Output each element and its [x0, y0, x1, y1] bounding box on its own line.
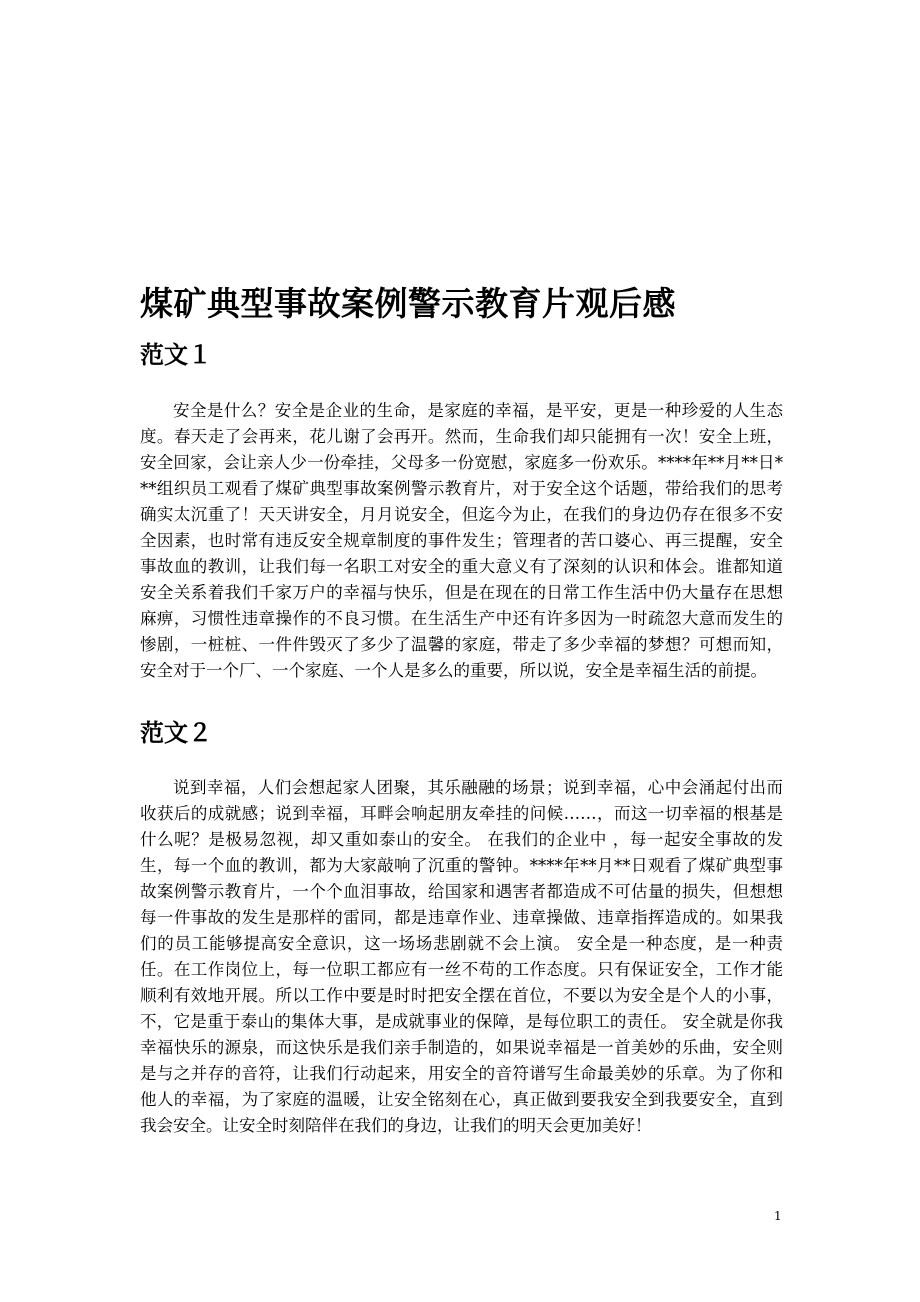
page-number: 1: [774, 1209, 782, 1223]
section-body-1: 安全是什么？安全是企业的生命，是家庭的幸福，是平安，更是一种珍爱的人生态度。春天走了会再来，花儿谢了会再开。然而，生命我们却只能拥有一次！安全上班，安全回家，会让亲人少一份牵挂，父母多一份宽慰，家庭多一份欢乐。****年**月**日***组织员工观看了煤矿典型事故案例警示教育片，对于安全这个话题，带给我们的思考确实太沉重了！天天讲安全，月月说安全，但迄今为止，在我们的身边仍存在很多不安全因素，也时常有违反安全规章制度的事件发生；管理者的苦口婆心、再三提醒，安全事故血的教训，让我们每一名职工对安全的重大意义有了深刻的认识和体会。谁都知道安全关系着我们千家万户的幸福与快乐，但是在现在的日常工作生活中仍大量存在思想麻痹，习惯性违章操作的不良习惯。在生活生产中还有许多因为一时疏忽大意而发生的惨剧，一桩桩、一件件毁灭了多少了温馨的家庭，带走了多少幸福的梦想？可想而知，安全对于一个厂、一个家庭、一个人是多么的重要，所以说，安全是幸福生活的前提。: [140, 401, 784, 680]
section-heading-2: 范文２: [140, 718, 212, 747]
document-title: 煤矿典型事故案例警示教育片观后感: [140, 284, 676, 323]
section-body-2: 说到幸福，人们会想起家人团聚，其乐融融的场景；说到幸福，心中会涌起付出而收获后的成就感；说到幸福，耳畔会响起朋友牵挂的问候……，而这一切幸福的根基是什么呢？是极易忽视，却又重如泰山的安全。 在我们的企业中 ，每一起安全事故的发生，每一个血的教训，都为大家敲响了沉重的警钟。****年**月**日观看了煤矿典型事故案例警示教育片，一个个血泪事故，给国家和遇害者都造成不可估量的损失，但想想每一件事故的发生是那样的雷同，都是违章作业、违章操做、违章指挥造成的。如果我们的员工能够提高安全意识，这一场场悲剧就不会上演。 安全是一种态度，是一种责任。在工作岗位上，每一位职工都应有一丝不苟的工作态度。只有保证安全，工作才能顺利有效地开展。所以工作中要是时时把安全摆在首位，不要以为安全是个人的小事，不，它是重于泰山的集体大事，是成就事业的保障，是每位职工的责任。 安全就是你我幸福快乐的源泉，而这快乐是我们亲手制造的，如果说幸福是一首美妙的乐曲，安全则是与之并存的音符，让我们行动起来，用安全的音符谱写生命最美妙的乐章。为了你和他人的幸福，为了家庭的温暖，让安全铭刻在心，真正做到要我安全到我要安全，直到我会安全。让安全时刻陪伴在我们的身边，让我们的明天会更加美好！: [140, 778, 783, 1135]
section-heading-1: 范文１: [140, 340, 212, 369]
